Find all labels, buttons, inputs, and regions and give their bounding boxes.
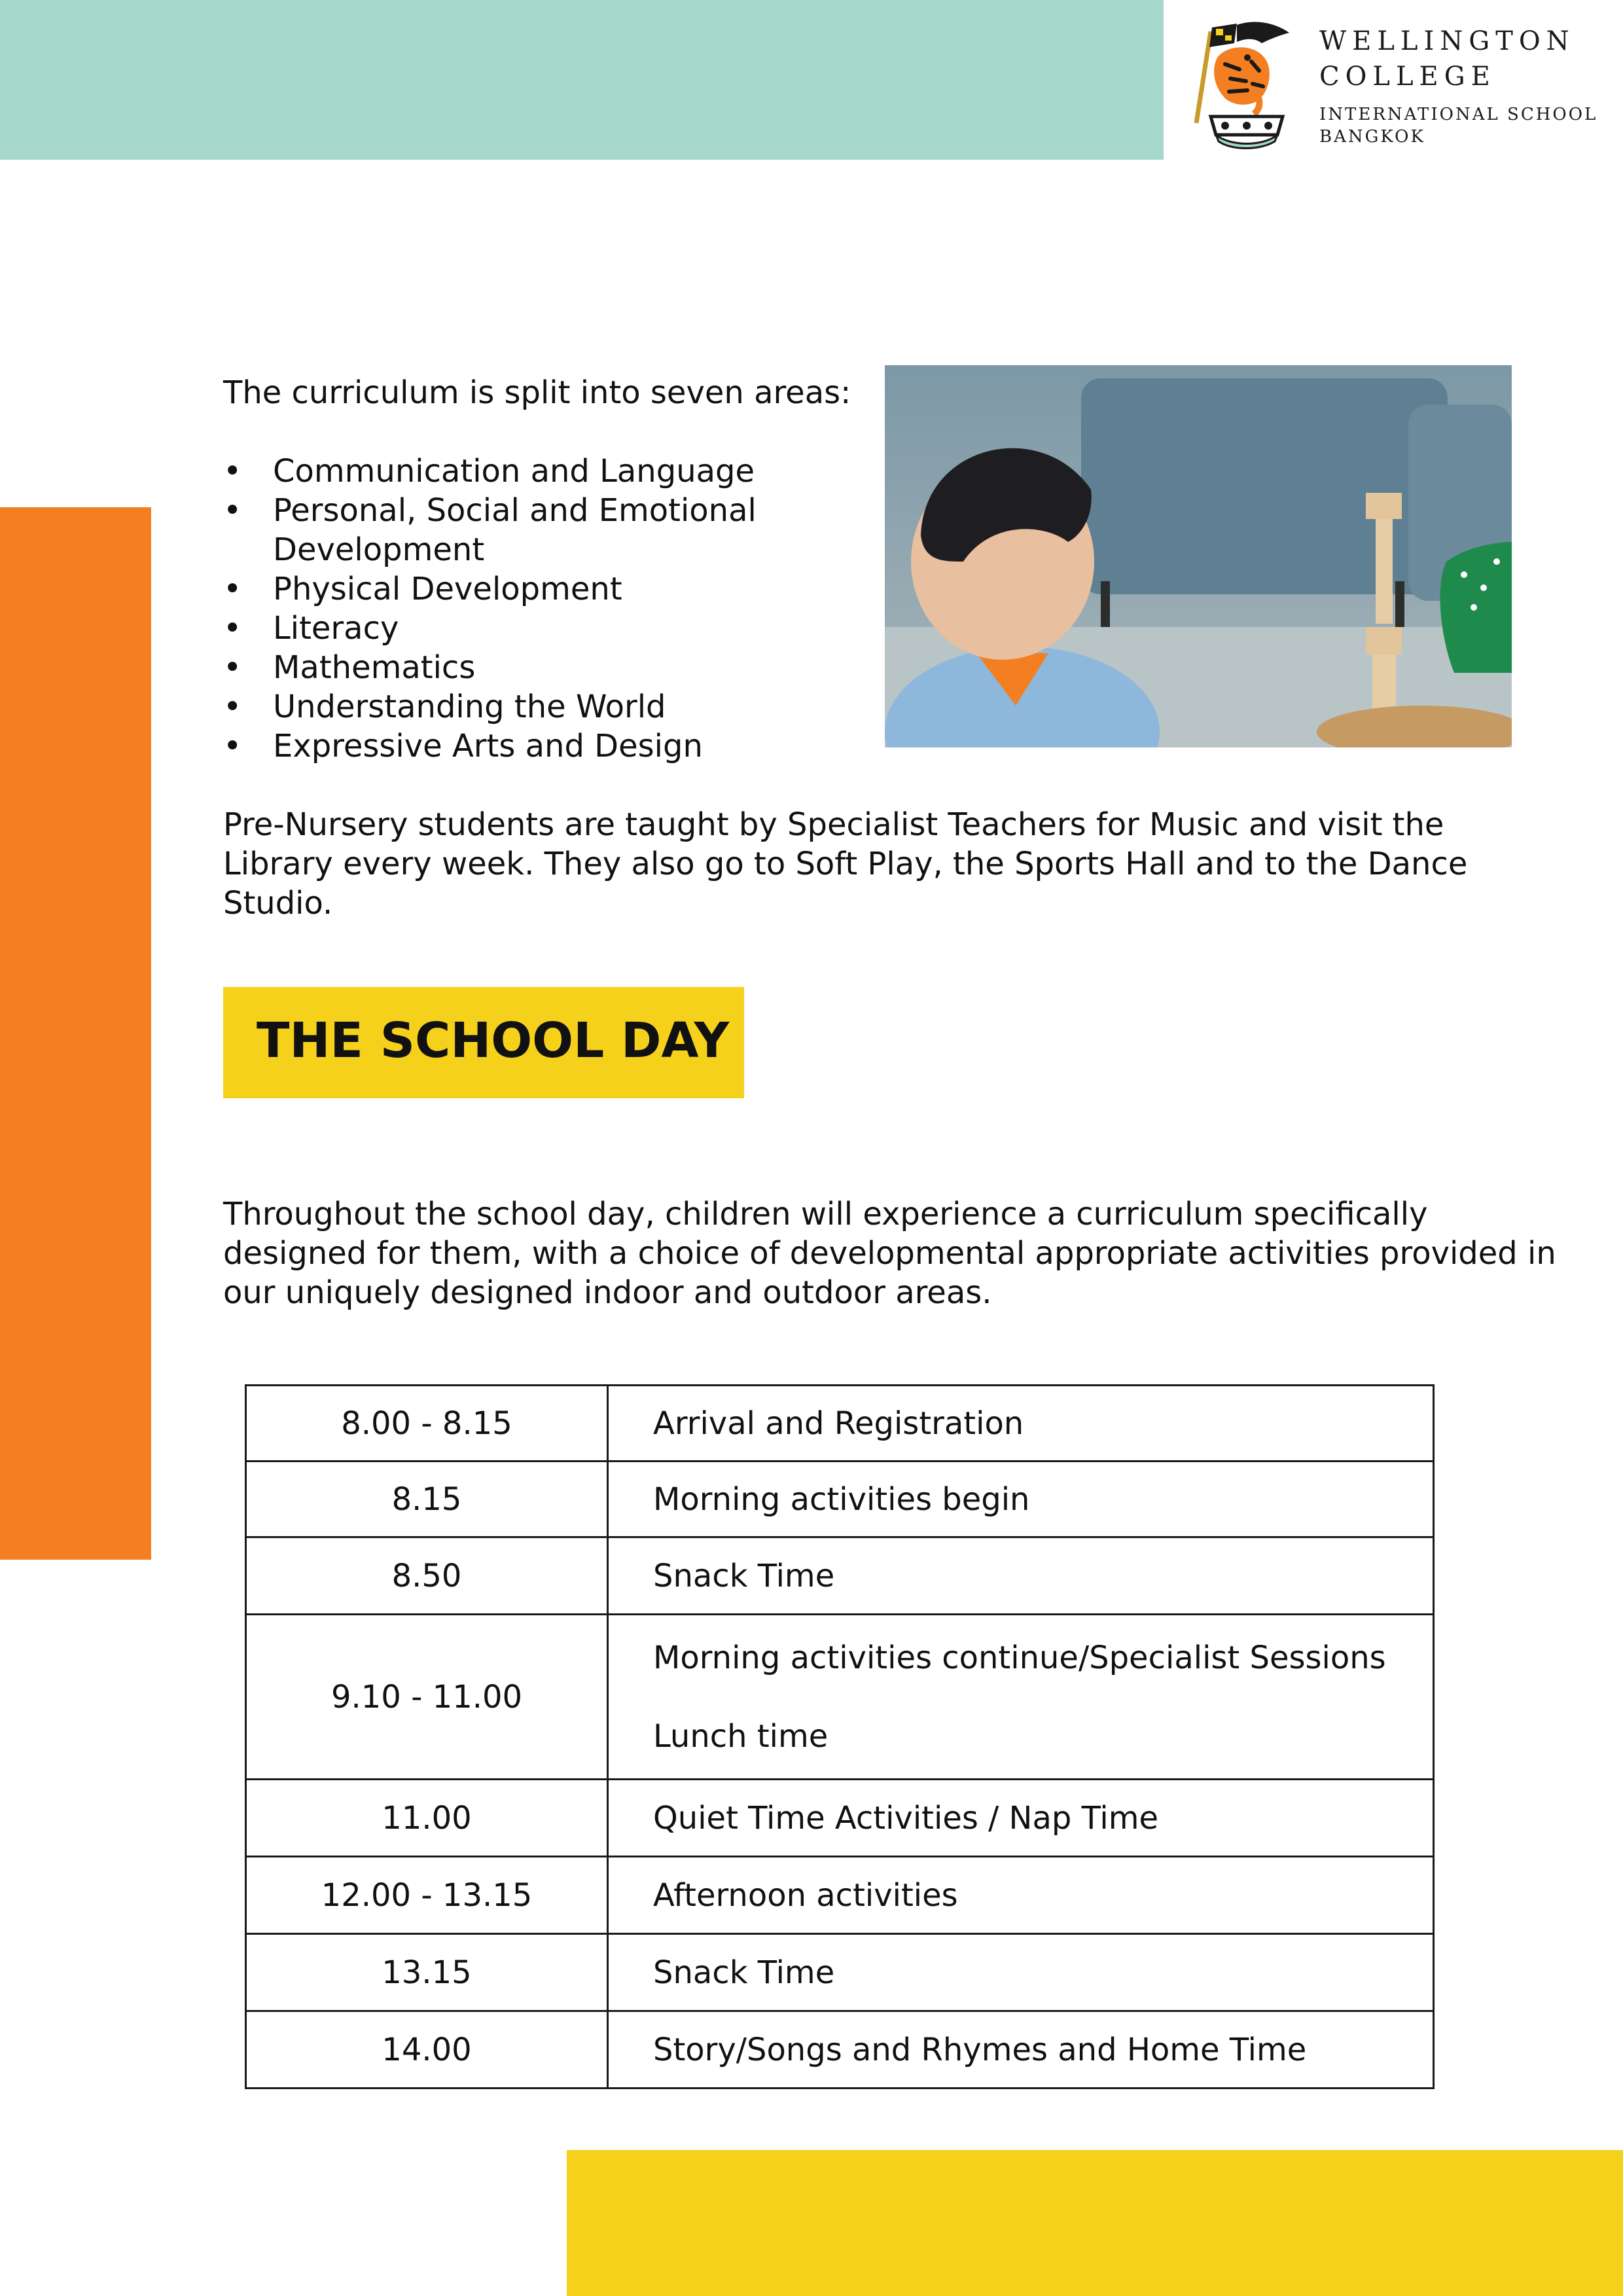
table-row — [246, 1615, 1434, 1780]
table-row — [246, 1857, 1434, 1934]
table-row — [246, 1462, 1434, 1537]
activity-line: Morning activities continue/Specialist Sessions — [653, 1639, 1386, 1676]
activity-cell: Morning activities begin — [608, 1462, 1434, 1537]
list-item: • Understanding the World — [223, 687, 878, 726]
activity-line: Lunch time — [653, 1717, 829, 1755]
activity-cell: Snack Time — [608, 1934, 1434, 2011]
time-cell: 13.15 — [246, 1934, 608, 2011]
side-orange-band — [0, 507, 151, 1560]
crest-icon — [1191, 18, 1302, 149]
curriculum-intro: The curriculum is split into seven areas: — [223, 374, 851, 411]
school-logo — [1191, 14, 1610, 152]
curriculum-areas-list — [223, 452, 878, 766]
table-row — [246, 1780, 1434, 1857]
section-heading: THE SCHOOL DAY — [257, 1013, 730, 1069]
activity-cell: Quiet Time Activities / Nap Time — [608, 1780, 1434, 1857]
table-row — [246, 2011, 1434, 2089]
logo-bangkok: BANGKOK — [1319, 127, 1425, 147]
activity-cell: Arrival and Registration — [608, 1386, 1434, 1462]
table-row — [246, 1386, 1434, 1462]
logo-international-school: INTERNATIONAL SCHOOL — [1319, 105, 1598, 124]
time-cell: 9.10 - 11.00 — [246, 1615, 608, 1780]
schedule-table — [245, 1384, 1435, 2089]
activity-cell — [608, 1615, 1434, 1780]
school-day-paragraph: Throughout the school day, children will experience a curriculum specifically designed for them, with a choice of developmental appropriate activities provided in our uniquely designed indoor and outdoor areas. — [223, 1196, 1556, 1311]
list-item: • Personal, Social and Emotional Development — [223, 491, 878, 569]
pre-nursery-paragraph: Pre-Nursery students are taught by Specialist Teachers for Music and visit the Library every week. They also go to Soft Play, the Sports Hall and to the Dance Studio. — [223, 806, 1468, 922]
list-item: • Physical Development — [223, 569, 878, 609]
list-item: • Expressive Arts and Design — [223, 726, 878, 766]
logo-wellington: WELLINGTON — [1319, 26, 1575, 56]
logo-college: COLLEGE — [1319, 62, 1496, 92]
time-cell: 8.15 — [246, 1462, 608, 1537]
table-row — [246, 1537, 1434, 1615]
time-cell: 8.50 — [246, 1537, 608, 1615]
list-item: • Mathematics — [223, 648, 878, 687]
table-row — [246, 1934, 1434, 2011]
time-cell: 12.00 - 13.15 — [246, 1857, 608, 1934]
list-item: • Communication and Language — [223, 452, 878, 491]
time-cell: 8.00 - 8.15 — [246, 1386, 608, 1462]
header-teal-band — [0, 0, 1164, 160]
activity-cell: Story/Songs and Rhymes and Home Time — [608, 2011, 1434, 2089]
list-item: • Literacy — [223, 609, 878, 648]
time-cell: 14.00 — [246, 2011, 608, 2089]
time-cell: 11.00 — [246, 1780, 608, 1857]
activity-cell: Afternoon activities — [608, 1857, 1434, 1934]
activity-cell: Snack Time — [608, 1537, 1434, 1615]
logo-text — [1319, 24, 1597, 148]
footer-yellow-band — [567, 2150, 1623, 2296]
child-playing-photo — [885, 365, 1512, 747]
